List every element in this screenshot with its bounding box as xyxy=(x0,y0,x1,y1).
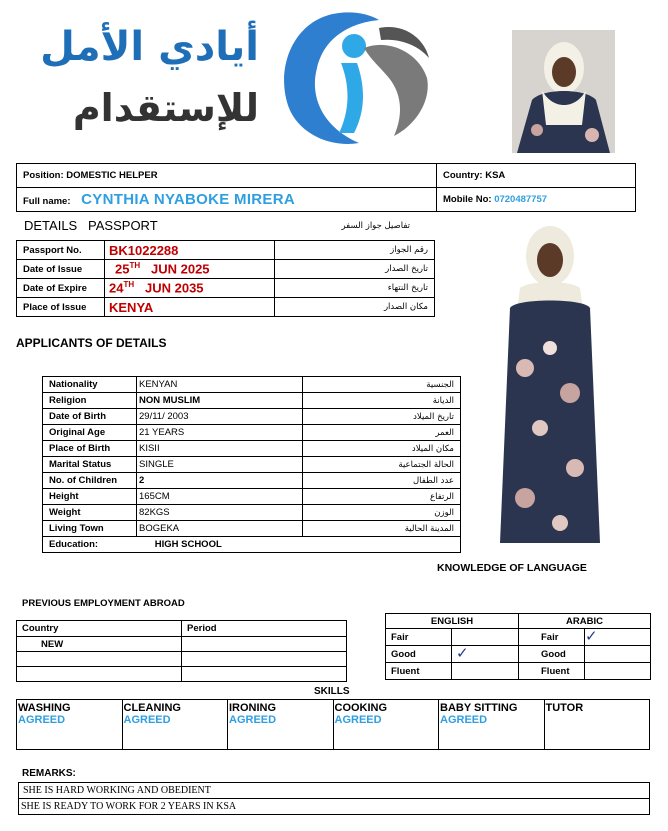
applicant-label-ar: المدينة الحالية xyxy=(303,521,461,537)
skill-status: AGREED xyxy=(18,714,66,726)
language-table xyxy=(385,613,651,680)
applicant-label: Nationality xyxy=(43,377,137,393)
employment-country-cell: NEW xyxy=(17,637,182,652)
education-row xyxy=(43,537,461,553)
applicant-label: Living Town xyxy=(43,521,137,537)
skill-name: TUTOR xyxy=(545,702,584,714)
arabic-level-label: Good xyxy=(519,646,585,663)
logo-line1: أيادي الأمل xyxy=(40,24,259,70)
english-header: ENGLISH xyxy=(386,614,519,629)
passport-row xyxy=(17,298,435,317)
applicant-row xyxy=(43,409,461,425)
passport-row xyxy=(17,260,435,279)
passport-table xyxy=(16,240,435,317)
arabic-level-label: Fair xyxy=(519,629,585,646)
employment-country-cell xyxy=(17,652,182,667)
skills-table xyxy=(16,699,650,750)
applicant-row xyxy=(43,505,461,521)
applicant-label: Original Age xyxy=(43,425,137,441)
english-level-check xyxy=(452,646,519,663)
skill-cell xyxy=(544,700,650,750)
issue-date-label: Date of Issue xyxy=(17,260,105,279)
applicant-label: Date of Birth xyxy=(43,409,137,425)
expire-date-label: Date of Expire xyxy=(17,279,105,298)
applicant-value: BOGEKA xyxy=(137,521,303,537)
applicant-details-table xyxy=(42,376,461,553)
applicant-value: 21 YEARS xyxy=(137,425,303,441)
skill-cell xyxy=(439,700,545,750)
remarks-line: SHE IS READY TO WORK FOR 2 YEARS IN KSA xyxy=(19,799,650,815)
english-level-label: Fluent xyxy=(386,663,452,680)
applicant-label: Religion xyxy=(43,393,137,409)
applicant-value: KENYAN xyxy=(137,377,303,393)
applicant-row xyxy=(43,457,461,473)
remarks-section-title: REMARKS: xyxy=(22,768,76,779)
applicant-row xyxy=(43,377,461,393)
position-value: DOMESTIC HELPER xyxy=(66,170,158,181)
skills-section-title: SKILLS xyxy=(314,686,350,697)
applicant-value: 165CM xyxy=(137,489,303,505)
remarks-table xyxy=(18,782,650,815)
passport-section-title-ar: تفاصيل جواز السفر xyxy=(341,221,410,231)
skill-name: WASHING xyxy=(18,702,71,714)
employment-period-cell xyxy=(182,667,347,682)
place-of-issue-value: KENYA xyxy=(105,298,275,317)
language-row xyxy=(386,629,651,646)
applicant-label-ar: الرتفاع xyxy=(303,489,461,505)
passport-section-title: DETAILS PASSPORT xyxy=(24,218,158,233)
skill-name: COOKING xyxy=(334,702,388,714)
applicant-label-ar: الديانة xyxy=(303,393,461,409)
applicant-row xyxy=(43,489,461,505)
skill-cell xyxy=(122,700,228,750)
logo-hand-icon xyxy=(269,8,434,153)
english-level-check xyxy=(452,629,519,646)
arabic-level-check xyxy=(585,663,651,680)
skill-cell xyxy=(17,700,123,750)
applicant-section-title: APPLICANTS OF DETAILS xyxy=(16,336,167,350)
fullname-label: Full name: xyxy=(23,196,71,207)
arabic-level-check xyxy=(585,629,651,646)
mobile-value: 0720487757 xyxy=(494,194,548,205)
applicant-label-ar: الوزن xyxy=(303,505,461,521)
employment-period-cell xyxy=(182,652,347,667)
place-of-issue-label-ar: مكان الصدار xyxy=(275,298,435,317)
arabic-level-label: Fluent xyxy=(519,663,585,680)
employment-section-title: PREVIOUS EMPLOYMENT ABROAD xyxy=(22,598,185,609)
applicant-headshot-photo xyxy=(512,30,615,153)
arabic-level-check xyxy=(585,646,651,663)
applicant-label-ar: العمر xyxy=(303,425,461,441)
agency-logo xyxy=(14,8,430,153)
applicant-value: 2 xyxy=(137,473,303,489)
mobile-cell xyxy=(437,188,636,212)
applicant-row xyxy=(43,425,461,441)
skill-name: BABY SITTING xyxy=(440,702,518,714)
passport-no-label-ar: رقم الجواز xyxy=(275,241,435,260)
english-level-check xyxy=(452,663,519,680)
language-section-title: KNOWLEDGE OF LANGUAGE xyxy=(437,562,587,574)
skill-name: IRONING xyxy=(229,702,277,714)
applicant-label: Marital Status xyxy=(43,457,137,473)
applicant-label: Place of Birth xyxy=(43,441,137,457)
language-row xyxy=(386,663,651,680)
applicant-value: 82KGS xyxy=(137,505,303,521)
applicant-label: Weight xyxy=(43,505,137,521)
applicant-label: Height xyxy=(43,489,137,505)
applicant-label-ar: عدد الطفال xyxy=(303,473,461,489)
position-label: Position: xyxy=(23,170,64,181)
employment-country-cell xyxy=(17,667,182,682)
position-cell xyxy=(17,164,437,188)
applicant-label-ar: مكان الميلاد xyxy=(303,441,461,457)
remarks-line: SHE IS HARD WORKING AND OBEDIENT xyxy=(19,783,650,799)
employment-country-header: Country xyxy=(17,621,182,637)
english-level-label: Fair xyxy=(386,629,452,646)
applicant-row xyxy=(43,393,461,409)
fullname-cell xyxy=(17,188,437,212)
country-label: Country: xyxy=(443,170,483,181)
check-icon: ✓ xyxy=(585,628,598,645)
passport-no-value: BK1022288 xyxy=(105,241,275,260)
place-of-issue-label: Place of Issue xyxy=(17,298,105,317)
education-cell xyxy=(43,537,461,553)
employment-period-cell xyxy=(182,637,347,652)
issue-date-label-ar: تاريخ الصدار xyxy=(275,260,435,279)
skill-name: CLEANING xyxy=(123,702,181,714)
skill-cell xyxy=(333,700,439,750)
applicant-label-ar: الحالة الجتماعية xyxy=(303,457,461,473)
skill-status: AGREED xyxy=(334,714,382,726)
arabic-header: ARABIC xyxy=(519,614,651,629)
employment-period-header: Period xyxy=(182,621,347,637)
fullname-value: CYNTHIA NYABOKE MIRERA xyxy=(81,191,295,208)
language-row xyxy=(386,646,651,663)
mobile-label: Mobile No: xyxy=(443,194,492,205)
country-cell xyxy=(437,164,636,188)
skill-status: AGREED xyxy=(229,714,277,726)
country-value: KSA xyxy=(485,170,506,181)
english-level-label: Good xyxy=(386,646,452,663)
passport-row xyxy=(17,279,435,298)
applicant-row xyxy=(43,441,461,457)
issue-date-value: 25TH JUN 2025 xyxy=(105,260,275,279)
header-info-table xyxy=(16,163,636,212)
applicant-value: 29/11/ 2003 xyxy=(137,409,303,425)
passport-row xyxy=(17,241,435,260)
applicant-row xyxy=(43,473,461,489)
applicant-fullbody-photo xyxy=(480,218,620,543)
education-label: Education: xyxy=(49,539,99,550)
applicant-value: NON MUSLIM xyxy=(137,393,303,409)
employment-table xyxy=(16,620,347,682)
passport-no-label: Passport No. xyxy=(17,241,105,260)
logo-line2: للإستقدام xyxy=(72,86,259,130)
applicant-label-ar: تاريخ الميلاد xyxy=(303,409,461,425)
skill-status: AGREED xyxy=(440,714,488,726)
applicant-label-ar: الجنسية xyxy=(303,377,461,393)
applicant-label: No. of Children xyxy=(43,473,137,489)
skill-status: AGREED xyxy=(123,714,171,726)
applicant-row xyxy=(43,521,461,537)
applicant-value: KISII xyxy=(137,441,303,457)
skill-cell xyxy=(228,700,334,750)
check-icon: ✓ xyxy=(456,645,469,662)
applicant-value: SINGLE xyxy=(137,457,303,473)
expire-date-value: 24TH JUN 2035 xyxy=(105,279,275,298)
education-value: HIGH SCHOOL xyxy=(154,539,222,550)
expire-date-label-ar: تاريخ النتهاء xyxy=(275,279,435,298)
